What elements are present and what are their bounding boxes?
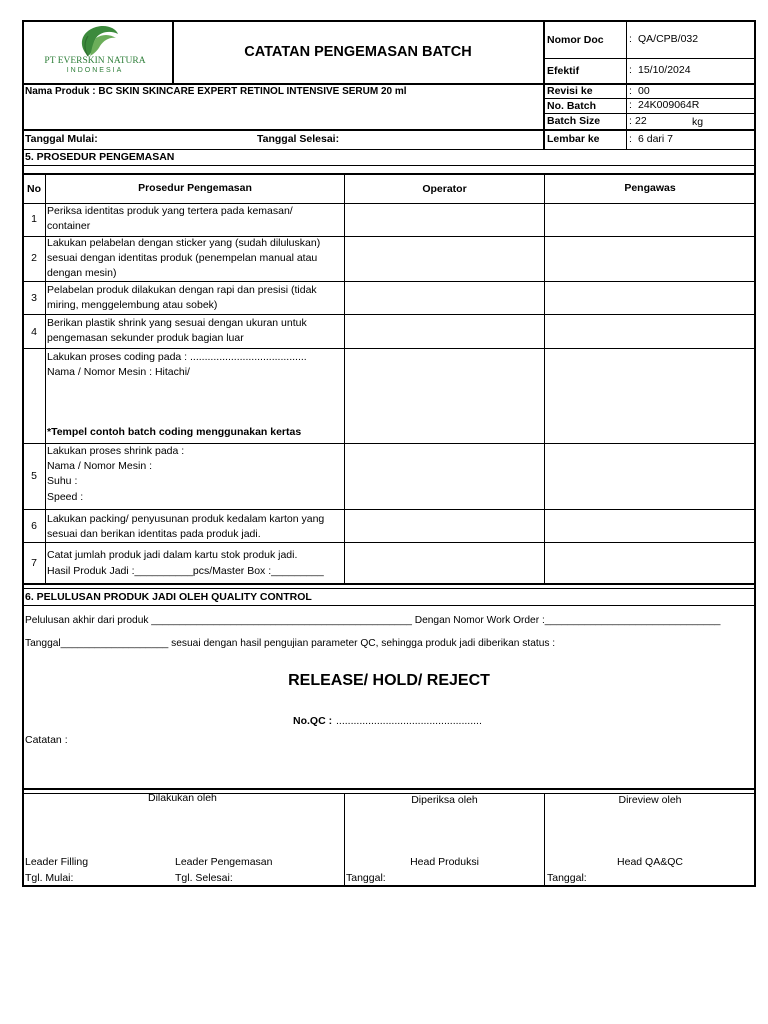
row-text: Pelabelan produk dilakukan dengan rapi dan presisi (tidak bbox=[47, 284, 317, 296]
divider bbox=[23, 165, 755, 166]
row-number: 6 bbox=[31, 520, 37, 532]
leaf-face-icon bbox=[30, 24, 160, 58]
qc-line-2: Tanggal___________________ sesuai dengan hasil pengujian parameter QC, sehingga produk jadi diberikan status : bbox=[25, 638, 556, 649]
document-title: CATATAN PENGEMASAN BATCH bbox=[244, 44, 472, 60]
efektif-label: Efektif bbox=[547, 65, 580, 77]
noqc-label: No.QC : bbox=[293, 715, 333, 727]
company-name: PT EVERSKIN NATURA bbox=[44, 56, 146, 66]
row-text: Berikan plastik shrink yang sesuai dengan ukuran untuk bbox=[47, 317, 307, 329]
row-text: Lakukan pelabelan dengan sticker yang (sudah diluluskan) bbox=[47, 237, 321, 249]
row-number: 7 bbox=[31, 557, 37, 569]
tanggal-produksi: Tanggal: bbox=[346, 872, 386, 884]
colon: : bbox=[629, 64, 632, 76]
qc-line-1: Pelulusan akhir dari produk ______________________________________________ Dengan Nomor Work Order :_______________________________ bbox=[25, 615, 721, 626]
header-pengawas: Pengawas bbox=[624, 182, 676, 194]
nomor-doc-label: Nomor Doc bbox=[547, 34, 604, 46]
lembar-value: 6 dari 7 bbox=[638, 133, 674, 145]
row-text: container bbox=[47, 220, 91, 232]
product-name: Nama Produk : BC SKIN SKINCARE EXPERT RETINOL INTENSIVE SERUM 20 ml bbox=[25, 86, 407, 97]
noqc-dots: .................................................. bbox=[336, 715, 482, 727]
tanggal-selesai: Tanggal Selesai: bbox=[257, 133, 340, 145]
batch-size-label: Batch Size bbox=[547, 115, 601, 127]
section-6-title: 6. PELULUSAN PRODUK JADI OLEH QUALITY CONTROL bbox=[25, 591, 312, 603]
tgl-selesai: Tgl. Selesai: bbox=[175, 872, 233, 884]
header-prosedur: Prosedur Pengemasan bbox=[138, 182, 252, 194]
divider bbox=[23, 314, 755, 315]
row-text: Periksa identitas produk yang tertera pada kemasan/ bbox=[47, 205, 293, 217]
row-text: Hasil Produk Jadi :__________pcs/Master Box :_________ bbox=[47, 565, 324, 577]
divider bbox=[544, 58, 755, 59]
row-text: Lakukan packing/ penyusunan produk kedalam karton yang bbox=[47, 513, 325, 525]
colon: : bbox=[629, 99, 632, 111]
catatan-label: Catatan : bbox=[25, 734, 68, 746]
row-text: Lakukan proses shrink pada : bbox=[47, 445, 185, 457]
revisi-label: Revisi ke bbox=[547, 85, 593, 97]
row-text: dengan mesin) bbox=[47, 267, 117, 279]
tanggal-qa: Tanggal: bbox=[547, 872, 587, 884]
row-text: sesuai dan berikan identitas pada produk jadi. bbox=[47, 528, 261, 540]
leader-pengemasan: Leader Pengemasan bbox=[175, 856, 273, 868]
batch-size-value: 22 bbox=[635, 115, 647, 127]
direview-oleh: Direview oleh bbox=[618, 794, 682, 806]
row-text: Nama / Nomor Mesin : bbox=[47, 460, 153, 472]
tgl-mulai: Tgl. Mulai: bbox=[25, 872, 74, 884]
tanggal-mulai: Tanggal Mulai: bbox=[25, 133, 98, 145]
row-text: Catat jumlah produk jadi dalam kartu stok produk jadi. bbox=[47, 549, 298, 561]
section-5-title: 5. PROSEDUR PENGEMASAN bbox=[25, 151, 175, 163]
head-qa: Head QA&QC bbox=[617, 856, 683, 868]
colon: : bbox=[629, 115, 632, 127]
batch-label: No. Batch bbox=[547, 100, 597, 112]
row-number: 4 bbox=[31, 326, 37, 338]
divider bbox=[23, 788, 755, 790]
row-text: Nama / Nomor Mesin : Hitachi/ bbox=[47, 366, 190, 378]
company-logo bbox=[30, 24, 160, 80]
header-operator: Operator bbox=[422, 183, 467, 195]
company-subtitle: INDONESIA bbox=[66, 67, 124, 74]
row-number: 5 bbox=[31, 470, 37, 482]
lembar-label: Lembar ke bbox=[547, 133, 600, 145]
divider bbox=[23, 542, 755, 543]
batch-value: 24K009064R bbox=[638, 99, 700, 111]
divider bbox=[23, 281, 755, 282]
colon: : bbox=[629, 133, 632, 145]
row-number: 1 bbox=[31, 213, 37, 225]
row-text: Lakukan proses coding pada : ........................................ bbox=[47, 351, 307, 363]
efektif-value: 15/10/2024 bbox=[638, 64, 691, 76]
header-no: No bbox=[27, 183, 41, 195]
row-text: miring, menggelembung atau sobek) bbox=[47, 299, 218, 311]
qc-status: RELEASE/ HOLD/ REJECT bbox=[288, 672, 490, 689]
row-number: 2 bbox=[31, 252, 37, 264]
revisi-value: 00 bbox=[638, 85, 650, 97]
divider bbox=[23, 509, 755, 510]
nomor-doc-value: QA/CPB/032 bbox=[638, 33, 699, 45]
diperiksa-oleh: Diperiksa oleh bbox=[411, 794, 478, 806]
row-text: Suhu : bbox=[47, 475, 78, 487]
divider bbox=[23, 588, 755, 589]
dilakukan-oleh: Dilakukan oleh bbox=[148, 792, 217, 804]
leader-filling: Leader Filling bbox=[25, 856, 89, 868]
divider bbox=[23, 348, 755, 349]
batch-size-unit: kg bbox=[692, 116, 704, 128]
divider bbox=[23, 605, 755, 606]
divider bbox=[23, 173, 755, 175]
divider bbox=[23, 583, 755, 585]
coding-note: *Tempel contoh batch coding menggunakan kertas bbox=[47, 426, 302, 438]
row-number: 3 bbox=[31, 292, 37, 304]
row-text: sesuai dengan identitas produk (penempelan manual atau bbox=[47, 252, 318, 264]
row-text: pengemasan sekunder produk bagian luar bbox=[47, 332, 244, 344]
colon: : bbox=[629, 85, 632, 97]
colon: : bbox=[629, 33, 632, 45]
divider bbox=[23, 129, 755, 131]
row-text: Speed : bbox=[47, 491, 84, 503]
head-produksi: Head Produksi bbox=[410, 856, 479, 868]
